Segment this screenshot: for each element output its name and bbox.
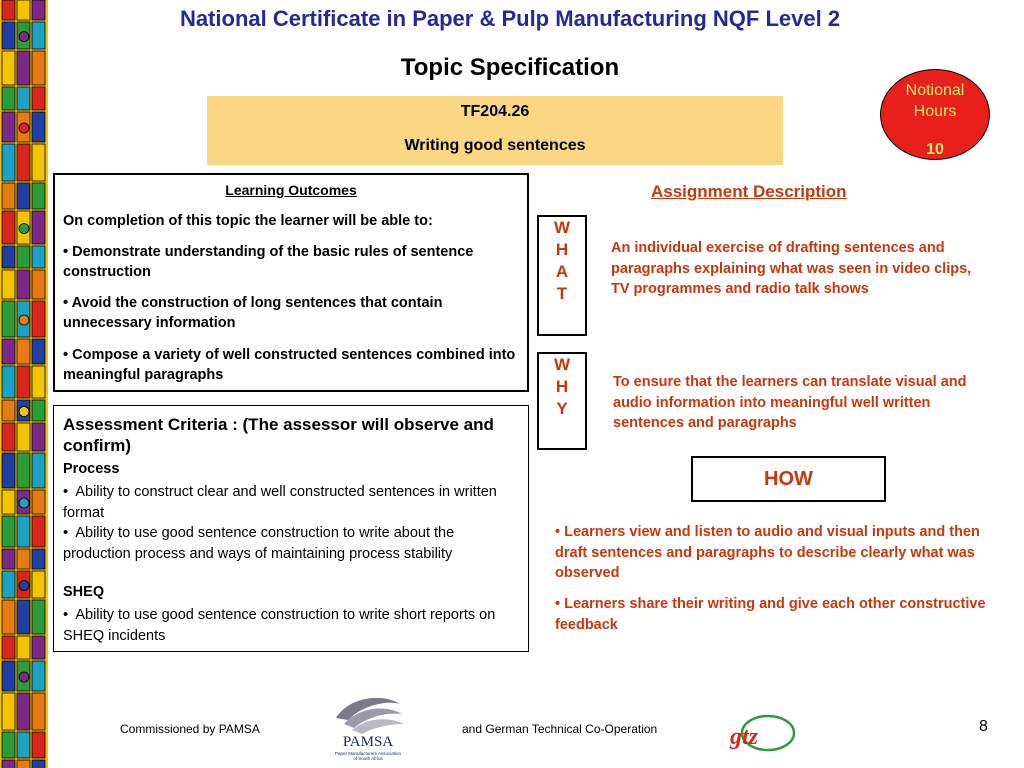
how-item: • Learners view and listen to audio and visual inputs and then draft sentences and paragraphs to describe clearly what was observed <box>555 524 980 581</box>
learning-outcomes-box <box>53 173 529 392</box>
page-number: 8 <box>979 718 988 735</box>
notional-label: Notional <box>905 82 965 99</box>
why-letter: H <box>555 377 569 396</box>
sheq-label: SHEQ <box>63 584 105 600</box>
what-letter: T <box>556 284 568 303</box>
notional-hours-badge <box>880 69 990 160</box>
gtz-logo <box>724 712 798 756</box>
svg-text:PAMSA: PAMSA <box>342 734 394 750</box>
why-box <box>537 352 587 450</box>
why-letter: W <box>553 355 571 374</box>
topic-box <box>207 96 783 165</box>
assessment-criteria-box <box>53 405 529 652</box>
what-description: An individual exercise of drafting sentences and paragraphs explaining what was seen in video clips, TV programmes and radio talk shows <box>611 240 972 297</box>
outcome-item: • Avoid the construction of long sentences that contain unnecessary information <box>63 295 443 331</box>
how-box: HOW <box>691 456 886 502</box>
why-description: To ensure that the learners can translate visual and audio information into meaningful well written sentences and paragraphs <box>613 374 967 431</box>
hours-value: 10 <box>926 141 944 158</box>
process-label: Process <box>63 461 120 477</box>
decorative-border <box>0 0 48 768</box>
topic-title: Writing good sentences <box>404 137 586 154</box>
hours-label: Hours <box>913 103 957 120</box>
criteria-item: • Ability to use good sentence construction to write short reports on SHEQ incidents <box>63 607 496 644</box>
svg-text:Paper Manufacturers Associatio: Paper Manufacturers Association <box>334 751 402 756</box>
learning-outcomes-intro: On completion of this topic the learner will be able to: <box>63 213 433 229</box>
what-letter: W <box>553 218 571 237</box>
how-item: • Learners share their writing and give each other constructive feedback <box>555 596 986 633</box>
why-letter: Y <box>556 399 568 418</box>
what-box <box>537 215 587 336</box>
footer-commissioned: Commissioned by PAMSA <box>120 722 260 736</box>
criteria-item: • Ability to construct clear and well constructed sentences in written format <box>63 484 497 521</box>
assessment-heading: Assessment Criteria : (The assessor will observe and confirm) <box>63 415 494 455</box>
criteria-item: • Ability to use good sentence construction to write about the production process and ways of maintaining process stability <box>63 525 455 562</box>
footer-cooperation: and German Technical Co-Operation <box>462 722 658 736</box>
what-letter: H <box>555 240 569 259</box>
page-subtitle: Topic Specification <box>400 54 620 81</box>
main-title: National Certificate in Paper & Pulp Manufacturing NQF Level 2 <box>179 6 841 31</box>
svg-text:gtz: gtz <box>730 724 759 750</box>
outcome-item: • Demonstrate understanding of the basic rules of sentence construction <box>63 244 474 280</box>
what-letter: A <box>555 262 569 281</box>
svg-text:of South Africa: of South Africa <box>353 756 383 760</box>
learning-outcomes-heading: Learning Outcomes <box>225 182 357 198</box>
pamsa-logo <box>318 690 418 760</box>
assignment-heading: Assignment Description <box>651 182 847 201</box>
outcome-item: • Compose a variety of well constructed sentences combined into meaningful paragraphs <box>63 347 516 383</box>
topic-code: TF204.26 <box>460 103 530 120</box>
